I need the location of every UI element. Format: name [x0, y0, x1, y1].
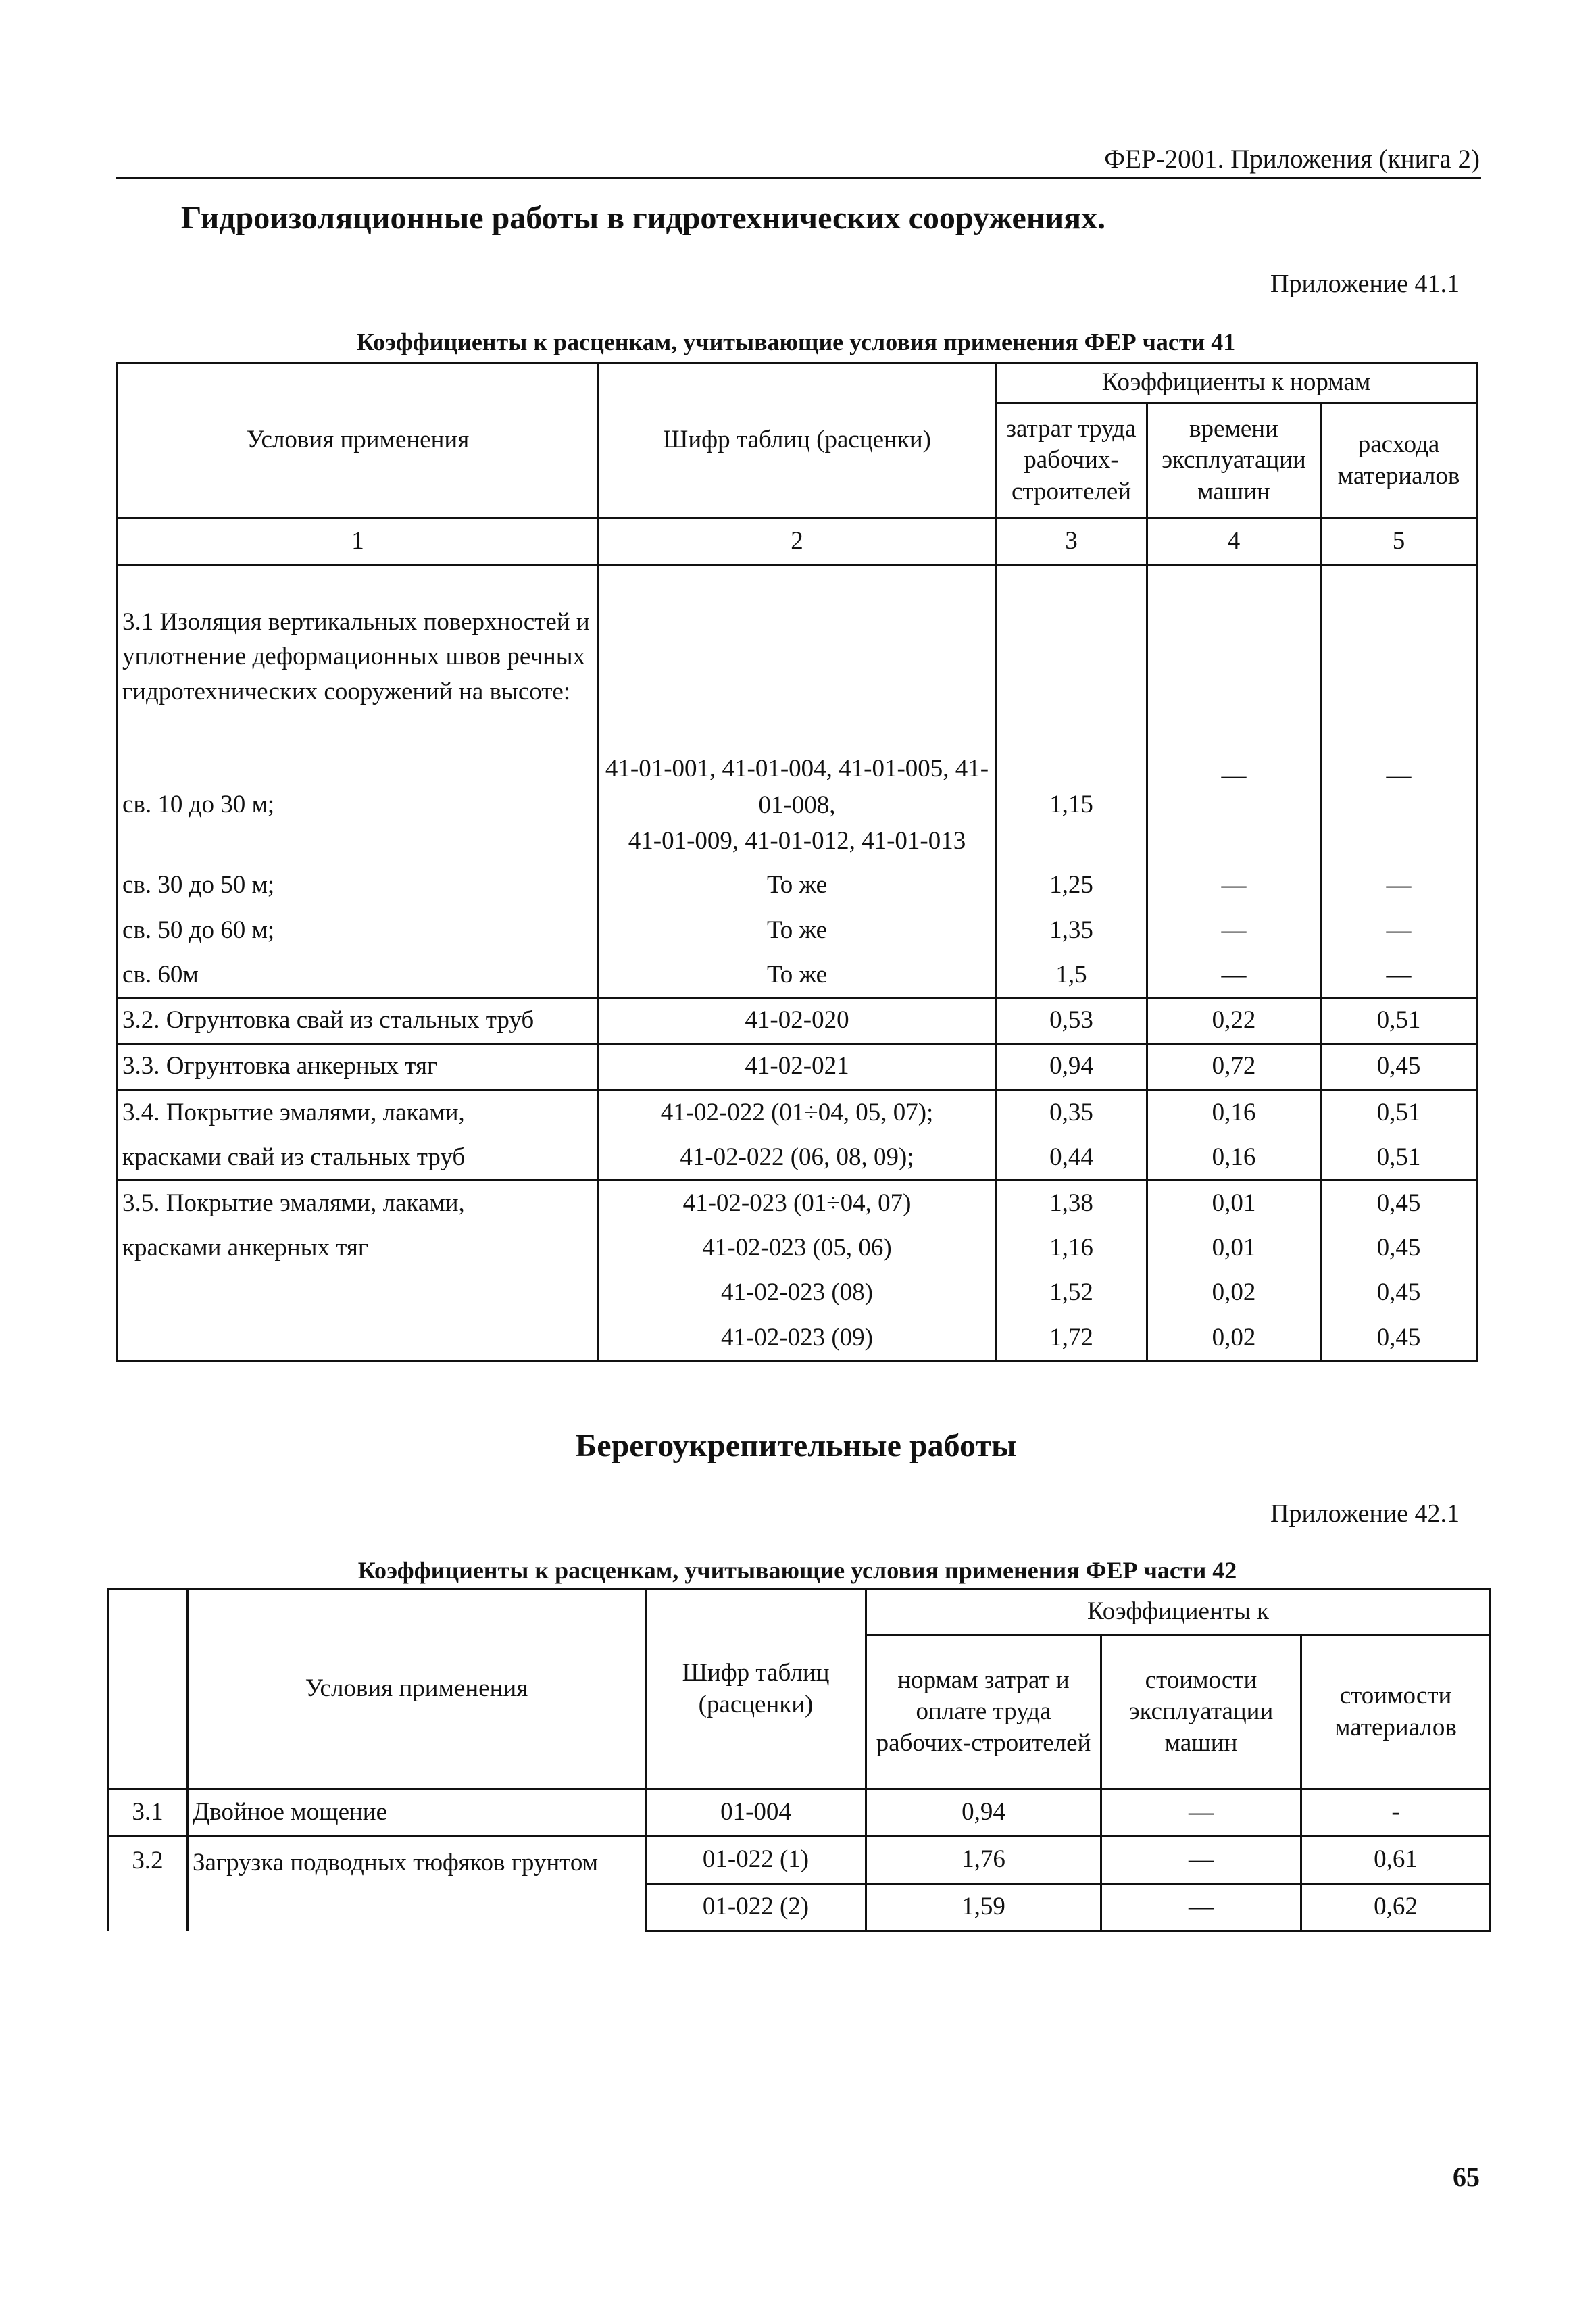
- header-labor: затрат труда рабочих-строителей: [996, 403, 1147, 518]
- table-row: [118, 1180, 1477, 1226]
- coefficients-table-41: [116, 362, 1478, 1362]
- table-row: [118, 1226, 1477, 1271]
- row-code: 41-02-023 (05, 06): [599, 1226, 996, 1271]
- row-code: 41-02-023 (08): [599, 1271, 996, 1316]
- row-condition: 3.2. Огрунтовка свай из стальных труб: [118, 998, 599, 1044]
- row-materials: —: [1321, 908, 1477, 953]
- row-materials: 0,62: [1301, 1884, 1491, 1931]
- row-number: 3.2: [108, 1837, 188, 1931]
- row-code-extra: 41-01-009, 41-01-012, 41-01-013: [628, 827, 966, 855]
- table-row: [118, 748, 1477, 863]
- row-condition: красками анкерных тяг: [118, 1226, 599, 1271]
- row-machines: 0,01: [1147, 1226, 1321, 1271]
- row-condition: 3.5. Покрытие эмалями, лаками,: [118, 1180, 599, 1226]
- row-materials: 0,45: [1321, 1226, 1477, 1271]
- table-row: [118, 1271, 1477, 1316]
- row-code: 41-02-020: [599, 998, 996, 1044]
- coefficients-table-42: [107, 1588, 1491, 1932]
- header-rule: [116, 177, 1481, 179]
- table-42-caption: Коэффициенты к расценкам, учитывающие условия применения ФЕР части 42: [357, 1557, 1237, 1584]
- row-code: 01-022 (2): [646, 1884, 866, 1931]
- table-row: [118, 1090, 1477, 1136]
- row-materials: —: [1321, 863, 1477, 908]
- row-materials: 0,45: [1321, 1044, 1477, 1090]
- table-row: [118, 953, 1477, 998]
- row-machines: —: [1147, 908, 1321, 953]
- header-materials: стоимости материалов: [1301, 1635, 1491, 1789]
- row-code-main: 41-01-001, 41-01-004, 41-01-005, 41-01-008,: [605, 755, 989, 819]
- row-machines: —: [1147, 748, 1321, 863]
- row-labor: 0,94: [996, 1044, 1147, 1090]
- row-materials: 0,45: [1321, 1180, 1477, 1226]
- row-condition: св. 10 до 30 м;: [118, 748, 599, 863]
- row-condition: Двойное мощение: [188, 1789, 646, 1837]
- row-code: 41-02-022 (06, 08, 09);: [599, 1136, 996, 1180]
- page-number: 65: [1453, 2162, 1480, 2192]
- row-condition: 3.4. Покрытие эмалями, лаками,: [118, 1090, 599, 1136]
- table-row: [118, 1044, 1477, 1090]
- row-condition: 3.3. Огрунтовка анкерных тяг: [118, 1044, 599, 1090]
- table-row: [118, 1316, 1477, 1362]
- row-materials: 0,45: [1321, 1271, 1477, 1316]
- row-condition: св. 30 до 50 м;: [118, 863, 599, 908]
- row-labor: 1,35: [996, 908, 1147, 953]
- table-row: [118, 1136, 1477, 1180]
- header-conditions: Условия применения: [118, 363, 599, 518]
- table-row: [118, 908, 1477, 953]
- row-code: 41-02-021: [599, 1044, 996, 1090]
- header-coefficients-group: Коэффициенты к: [866, 1589, 1491, 1635]
- row-machines: 0,01: [1147, 1180, 1321, 1226]
- row-labor: 1,76: [866, 1837, 1101, 1884]
- column-number: 2: [599, 518, 996, 566]
- row-code: То же: [599, 863, 996, 908]
- row-code: 41-02-023 (01÷04, 07): [599, 1180, 996, 1226]
- section-title-hydro: Гидроизоляционные работы в гидротехнических сооружениях.: [180, 200, 1106, 236]
- row-machines: —: [1147, 953, 1321, 998]
- row-labor: 0,44: [996, 1136, 1147, 1180]
- row-machines: —: [1101, 1884, 1301, 1931]
- header-code: Шифр таблиц (расценки): [646, 1589, 866, 1789]
- row-condition: св. 50 до 60 м;: [118, 908, 599, 953]
- row-condition: Загрузка подводных тюфяков грунтом: [188, 1837, 646, 1931]
- header-machines: стоимости эксплуатации машин: [1101, 1635, 1301, 1789]
- row-labor: 1,72: [996, 1316, 1147, 1362]
- header-code: Шифр таблиц (расценки): [599, 363, 996, 518]
- header-machines: времени эксплуатации машин: [1147, 403, 1321, 518]
- column-number: 4: [1147, 518, 1321, 566]
- table-row: [108, 1837, 1491, 1884]
- row-labor: 1,52: [996, 1271, 1147, 1316]
- column-number: 3: [996, 518, 1147, 566]
- row-machines: 0,16: [1147, 1136, 1321, 1180]
- row-code: 41-02-022 (01÷04, 05, 07);: [599, 1090, 996, 1136]
- row-machines: 0,02: [1147, 1271, 1321, 1316]
- section-title-shore: Берегоукрепительные работы: [575, 1428, 1017, 1464]
- row-code: То же: [599, 953, 996, 998]
- appendix-42-label: Приложение 42.1: [1270, 1499, 1460, 1528]
- row-labor: 1,16: [996, 1226, 1147, 1271]
- row-labor: 1,15: [996, 748, 1147, 863]
- row-labor: 0,53: [996, 998, 1147, 1044]
- header-conditions: Условия применения: [188, 1589, 646, 1789]
- row-machines: 0,16: [1147, 1090, 1321, 1136]
- running-header: ФЕР-2001. Приложения (книга 2): [1104, 145, 1480, 174]
- row-materials: -: [1301, 1789, 1491, 1837]
- table-41-caption: Коэффициенты к расценкам, учитывающие условия применения ФЕР части 41: [356, 328, 1236, 355]
- row-labor: 1,25: [996, 863, 1147, 908]
- column-number: 1: [118, 518, 599, 566]
- table-row: [118, 998, 1477, 1044]
- row-condition: св. 60м: [118, 953, 599, 998]
- row-materials: 0,45: [1321, 1316, 1477, 1362]
- header-labor: нормам затрат и оплате труда рабочих-строителей: [866, 1635, 1101, 1789]
- appendix-41-label: Приложение 41.1: [1270, 270, 1460, 298]
- table-row: [108, 1789, 1491, 1837]
- header-materials: расхода материалов: [1321, 403, 1477, 518]
- row-machines: —: [1101, 1837, 1301, 1884]
- header-coefficients-group: Коэффициенты к нормам: [996, 363, 1477, 403]
- row-code: 41-02-023 (09): [599, 1316, 996, 1362]
- item-3-1-title: 3.1 Изоляция вертикальных поверхностей и уплотнение деформационных швов речных гидротехнических сооружений на высоте:: [118, 566, 599, 748]
- row-labor: 1,5: [996, 953, 1147, 998]
- row-labor: 0,94: [866, 1789, 1101, 1837]
- row-materials: 0,51: [1321, 998, 1477, 1044]
- row-labor: 0,35: [996, 1090, 1147, 1136]
- row-labor: 1,38: [996, 1180, 1147, 1226]
- row-materials: —: [1321, 748, 1477, 863]
- row-machines: 0,02: [1147, 1316, 1321, 1362]
- row-materials: —: [1321, 953, 1477, 998]
- row-code: 01-004: [646, 1789, 866, 1837]
- table-row: [118, 863, 1477, 908]
- column-number: 5: [1321, 518, 1477, 566]
- row-materials: 0,51: [1321, 1090, 1477, 1136]
- row-materials: 0,61: [1301, 1837, 1491, 1884]
- row-code: [599, 748, 996, 863]
- row-machines: 0,22: [1147, 998, 1321, 1044]
- row-code: То же: [599, 908, 996, 953]
- row-machines: —: [1101, 1789, 1301, 1837]
- row-machines: —: [1147, 863, 1321, 908]
- row-labor: 1,59: [866, 1884, 1101, 1931]
- row-number: 3.1: [108, 1789, 188, 1837]
- row-condition: красками свай из стальных труб: [118, 1136, 599, 1180]
- row-machines: 0,72: [1147, 1044, 1321, 1090]
- row-materials: 0,51: [1321, 1136, 1477, 1180]
- row-code: 01-022 (1): [646, 1837, 866, 1884]
